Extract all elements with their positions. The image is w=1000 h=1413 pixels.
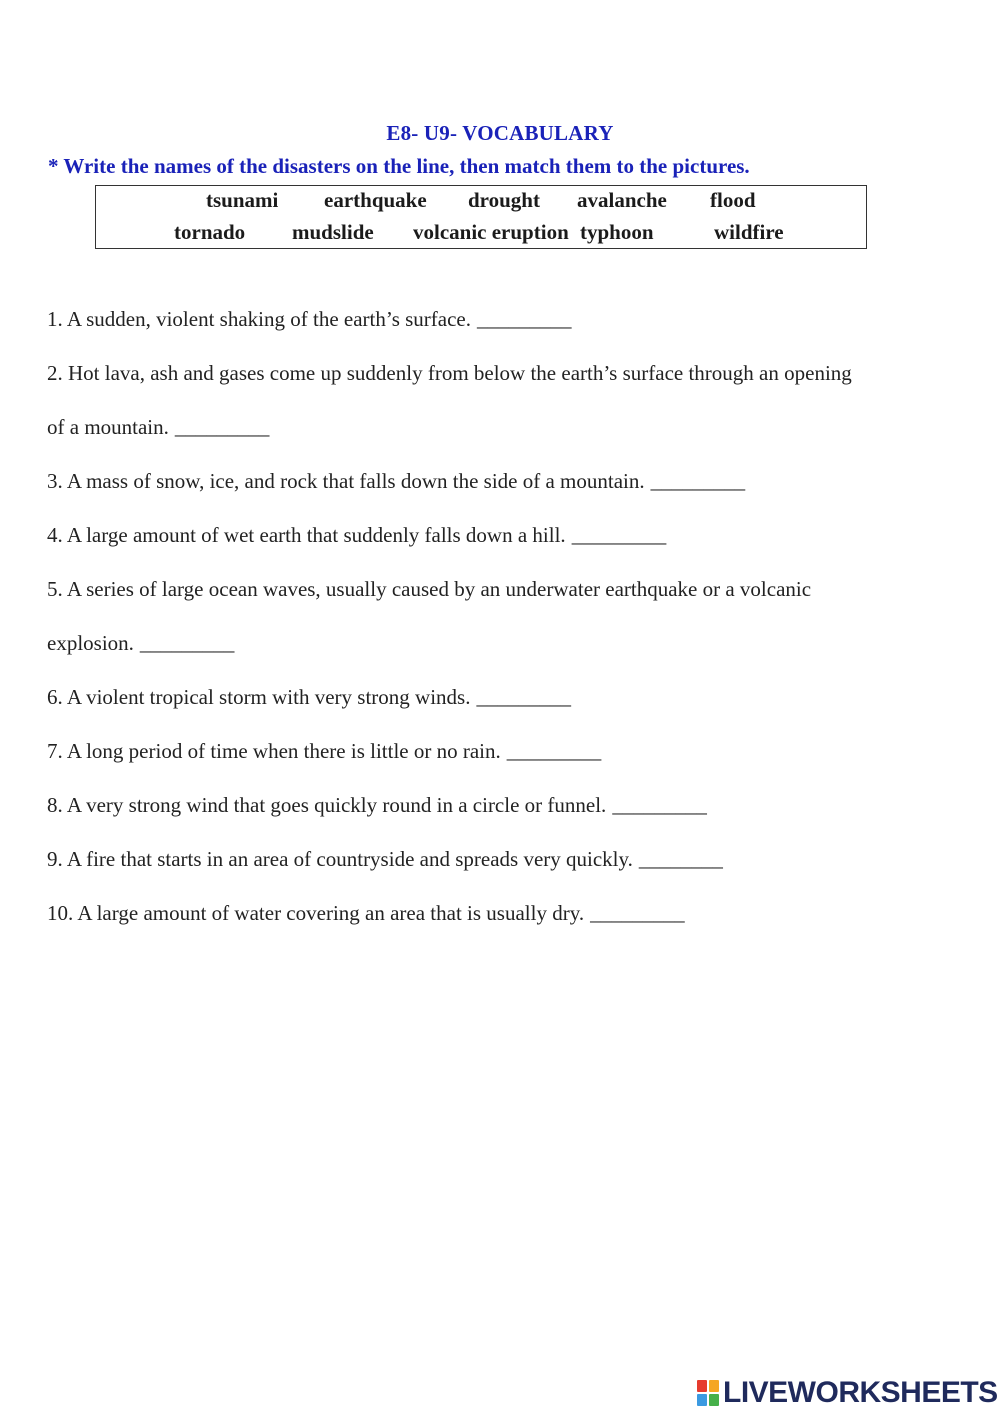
question-line: [47, 847, 723, 872]
question-line: [47, 361, 852, 386]
question-text: 1. A sudden, violent shaking of the earth’s surface.: [47, 307, 471, 331]
question-text: 3. A mass of snow, ice, and rock that falls down the side of a mountain.: [47, 469, 645, 493]
question-line: [47, 793, 707, 818]
question-line: [47, 307, 572, 332]
word-bank-item: drought: [468, 188, 540, 212]
answer-blank[interactable]: _________: [650, 469, 746, 493]
question-line: [47, 739, 601, 764]
word-bank-item: earthquake: [324, 188, 427, 212]
question-line: [47, 901, 685, 926]
logo-squares-icon: [697, 1380, 719, 1406]
logo-square: [697, 1394, 707, 1406]
question-text: 7. A long period of time when there is little or no rain.: [47, 739, 501, 763]
word-bank-item: mudslide: [292, 220, 374, 244]
word-bank-item: avalanche: [577, 188, 667, 212]
answer-blank[interactable]: _________: [476, 685, 571, 709]
question-text: explosion.: [47, 631, 134, 655]
question-text: 5. A series of large ocean waves, usually caused by an underwater earthquake or a volcanic: [47, 577, 812, 601]
question-text: of a mountain.: [47, 415, 169, 439]
word-bank-item: tornado: [174, 220, 246, 244]
answer-blank[interactable]: _________: [477, 307, 572, 331]
answer-blank[interactable]: _________: [612, 793, 707, 817]
word-bank-item: flood: [710, 188, 756, 212]
question-text: 2. Hot lava, ash and gases come up suddenly from below the earth’s surface through an opening: [47, 361, 852, 385]
question-line: [47, 523, 666, 548]
question-line: [47, 415, 269, 440]
answer-blank[interactable]: _________: [174, 415, 270, 439]
question-line: [47, 577, 811, 602]
question-line: [47, 685, 571, 710]
question-line: [47, 631, 234, 656]
question-text: 8. A very strong wind that goes quickly round in a circle or funnel.: [47, 793, 607, 817]
page-title: E8- U9- VOCABULARY: [386, 121, 614, 145]
question-text: 4. A large amount of wet earth that suddenly falls down a hill.: [47, 523, 566, 547]
word-bank-box: [95, 185, 867, 249]
logo-square: [709, 1380, 719, 1392]
answer-blank[interactable]: ________: [638, 847, 723, 871]
answer-blank[interactable]: _________: [571, 523, 667, 547]
logo-square: [709, 1394, 719, 1406]
question-text: 10. A large amount of water covering an area that is usually dry.: [47, 901, 585, 925]
answer-blank[interactable]: _________: [139, 631, 235, 655]
question-text: 9. A fire that starts in an area of countryside and spreads very quickly.: [47, 847, 633, 871]
logo-square: [697, 1380, 707, 1392]
answer-blank[interactable]: _________: [506, 739, 602, 763]
word-bank-item: volcanic eruption: [413, 220, 569, 244]
logo-text: LIVEWORKSHEETS: [723, 1376, 998, 1409]
instruction-text: * Write the names of the disasters on the line, then match them to the pictures.: [48, 154, 750, 178]
question-line: [47, 469, 745, 494]
word-bank-item: wildfire: [714, 220, 784, 244]
question-text: 6. A violent tropical storm with very strong winds.: [47, 685, 471, 709]
liveworksheets-logo[interactable]: [697, 1377, 998, 1409]
word-bank-item: typhoon: [580, 220, 654, 244]
answer-blank[interactable]: _________: [590, 901, 685, 925]
word-bank-item: tsunami: [206, 188, 279, 212]
